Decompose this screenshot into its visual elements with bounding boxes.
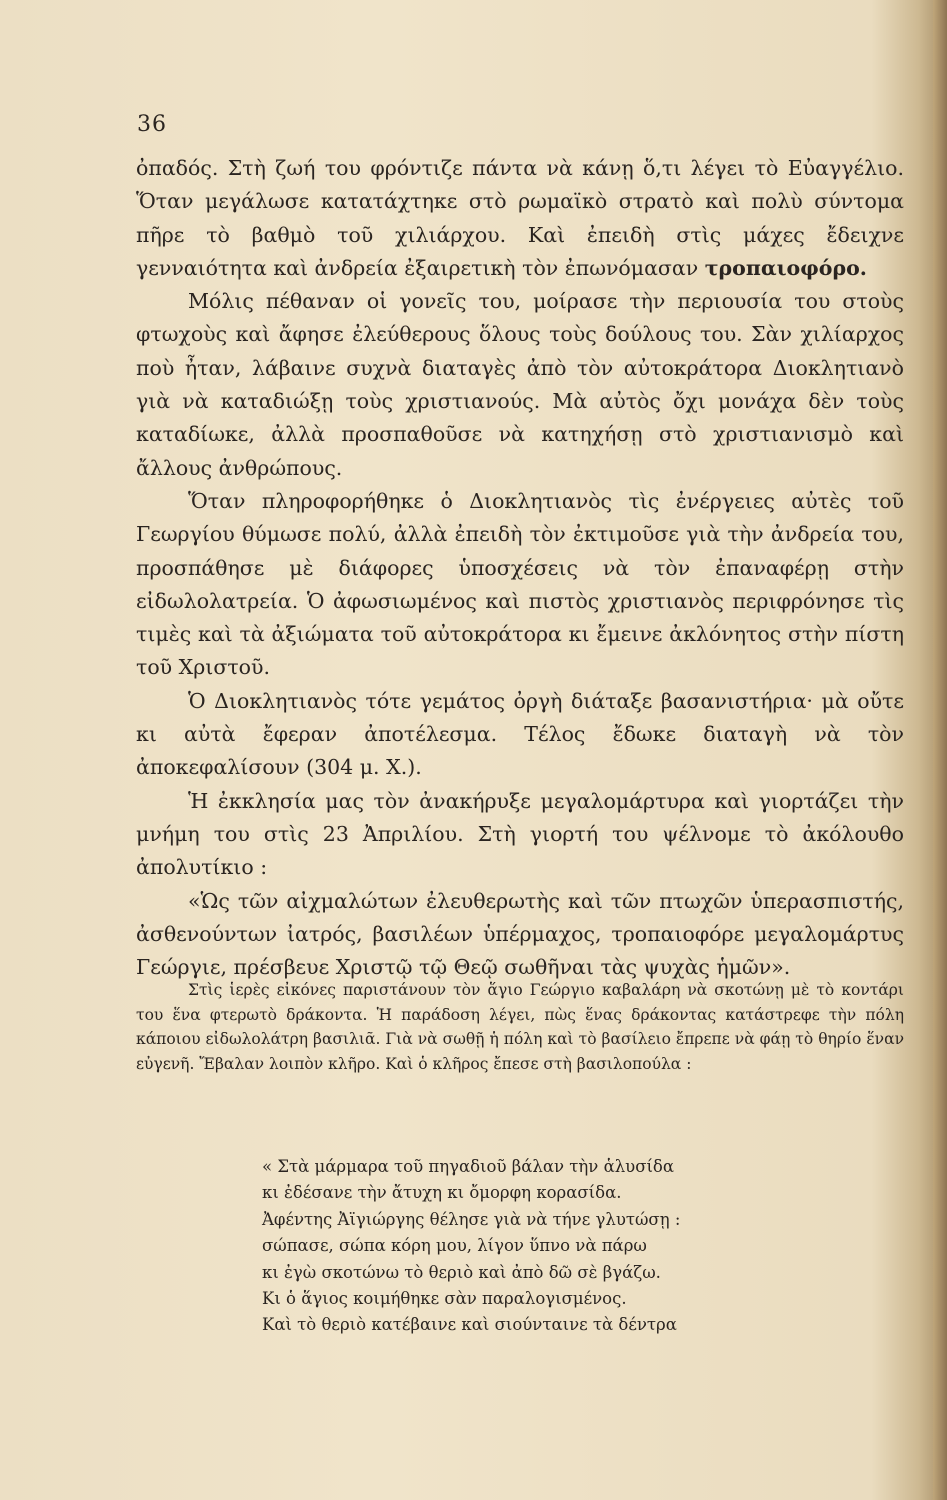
paragraph-1-text: ὀπαδός. Στὴ ζωή του φρόντιζε πάντα νὰ κάνῃ ὅ,τι λέγει τὸ Εὐαγγέλιο. Ὅταν μεγάλωσε κατατάχτηκε στὸ ρωμαϊκὸ στρατὸ καὶ πολὺ σύντομα πῆρε τὸ βαθμὸ τοῦ χιλιάρχου. Καὶ ἐπειδὴ στὶς μάχες ἔδειχνε γενναιότητα καὶ ἀνδρεία ἐξαιρετικὴ τὸν ἐπωνόμασαν xyxy=(136,156,904,280)
poem-line: Ἀφέντης Ἀϊγιώργης θέλησε γιὰ νὰ τήνε γλυτώσῃ : xyxy=(262,1209,681,1229)
paragraph-3: Ὅταν πληροφορήθηκε ὁ Διοκλητιανὸς τὶς ἐνέργειες αὐτὲς τοῦ Γεωργίου θύμωσε πολύ, ἀλλὰ ἐπειδὴ τὸν ἐκτιμοῦσε γιὰ τὴν ἀνδρεία του, προσπάθησε μὲ διάφορες ὑποσχέσεις νὰ τὸν ἐπαναφέρῃ στὴν εἰδωλολατρεία. Ὁ ἀφωσιωμένος καὶ πιστὸς χριστιανὸς περιφρόνησε τὶς τιμὲς καὶ τὰ ἀξιώματα τοῦ αὐτοκράτορα κι ἔμεινε ἀκλόνητος στὴν πίστη τοῦ Χριστοῦ. xyxy=(136,488,904,680)
paragraph-5: Ἡ ἐκκλησία μας τὸν ἀνακήρυξε μεγαλομάρτυρα καὶ γιορτάζει τὴν μνήμη του στὶς 23 Ἀπριλίου. Στὴ γιορτή του ψέλνομε τὸ ἀκόλουθο ἀπολυτίκιο : xyxy=(136,788,904,880)
paragraph-4: Ὁ Διοκλητιανὸς τότε γεμάτος ὀργὴ διάταξε βασανιστήρια· μὰ οὔτε κι αὐτὰ ἔφεραν ἀποτέλεσμα. Τέλος ἔδωκε διαταγὴ νὰ τὸν ἀποκεφαλίσουν (304 μ. Χ.). xyxy=(136,688,904,780)
folk-poem xyxy=(262,1154,822,1339)
paragraph-1 xyxy=(136,152,904,285)
apolytikion-hymn: «Ὡς τῶν αἰχμαλώτων ἐλευθερωτὴς καὶ τῶν πτωχῶν ὑπερασπιστής, ἀσθενούντων ἰατρός, βασιλέων ὑπέρμαχος, τροπαιοφόρε μεγαλομάρτυς Γεώργιε, πρέσβευε Χριστῷ τῷ Θεῷ σωθῆναι τὰς ψυχὰς ἡμῶν». xyxy=(136,888,904,980)
page-edge xyxy=(933,0,947,1500)
poem-line: κι ἐδέσανε τὴν ἄτυχη κι ὄμορφη κορασίδα. xyxy=(262,1183,622,1203)
poem-line: κι ἐγὼ σκοτώνω τὸ θεριὸ καὶ ἀπὸ δῶ σὲ βγάζω. xyxy=(262,1262,661,1282)
page-number: 36 xyxy=(137,112,167,137)
poem-line: Καὶ τὸ θεριὸ κατέβαινε καὶ σιούνταινε τὰ δέντρα xyxy=(262,1315,677,1335)
note-text: Στὶς ἱερὲς εἰκόνες παριστάνουν τὸν ἅγιο Γεώργιο καβαλάρη νὰ σκοτώνῃ μὲ τὸ κοντάρι του ἕνα φτερωτὸ δράκοντα. Ἡ παράδοση λέγει, πὼς ἕνας δράκοντας κατάστρεφε τὴν πόλη κάποιου εἰδωλολάτρη βασιλιᾶ. Γιὰ νὰ σωθῇ ἡ πόλη καὶ τὸ βασίλειο ἔπρεπε νὰ φάῃ τὸ θηρίο ἕναν εὐγενῆ. Ἔβαλαν λοιπὸν κλῆρο. Καὶ ὁ κλῆρος ἔπεσε στὴ βασιλοπούλα : xyxy=(136,981,904,1073)
main-text xyxy=(136,152,904,984)
poem-line: σώπασε, σώπα κόρη μου, λίγον ὕπνο νὰ πάρω xyxy=(262,1236,647,1256)
poem-line: Κι ὁ ἅγιος κοιμήθηκε σὰν παραλογισμένος. xyxy=(262,1289,627,1309)
paragraph-2: Μόλις πέθαναν οἱ γονεῖς του, μοίρασε τὴν περιουσία του στοὺς φτωχοὺς καὶ ἄφησε ἐλεύθερους ὅλους τοὺς δούλους του. Σὰν χιλίαρχος ποὺ ἦταν, λάβαινε συχνὰ διαταγὲς ἀπὸ τὸν αὐτοκράτορα Διοκλητιανὸ γιὰ νὰ καταδιώξῃ τοὺς χριστιανούς. Μὰ αὐτὸς ὄχι μονάχα δὲν τοὺς καταδίωκε, ἀλλὰ προσπαθοῦσε νὰ κατηχήσῃ στὸ χριστιανισμὸ καὶ ἄλλους ἀνθρώπους. xyxy=(136,289,904,480)
epithet-bold: τροπαιοφόρο. xyxy=(704,255,867,280)
poem-line: « Στὰ μάρμαρα τοῦ πηγαδιοῦ βάλαν τὴν ἁλυσίδα xyxy=(262,1157,675,1176)
small-print-note xyxy=(136,978,904,1076)
